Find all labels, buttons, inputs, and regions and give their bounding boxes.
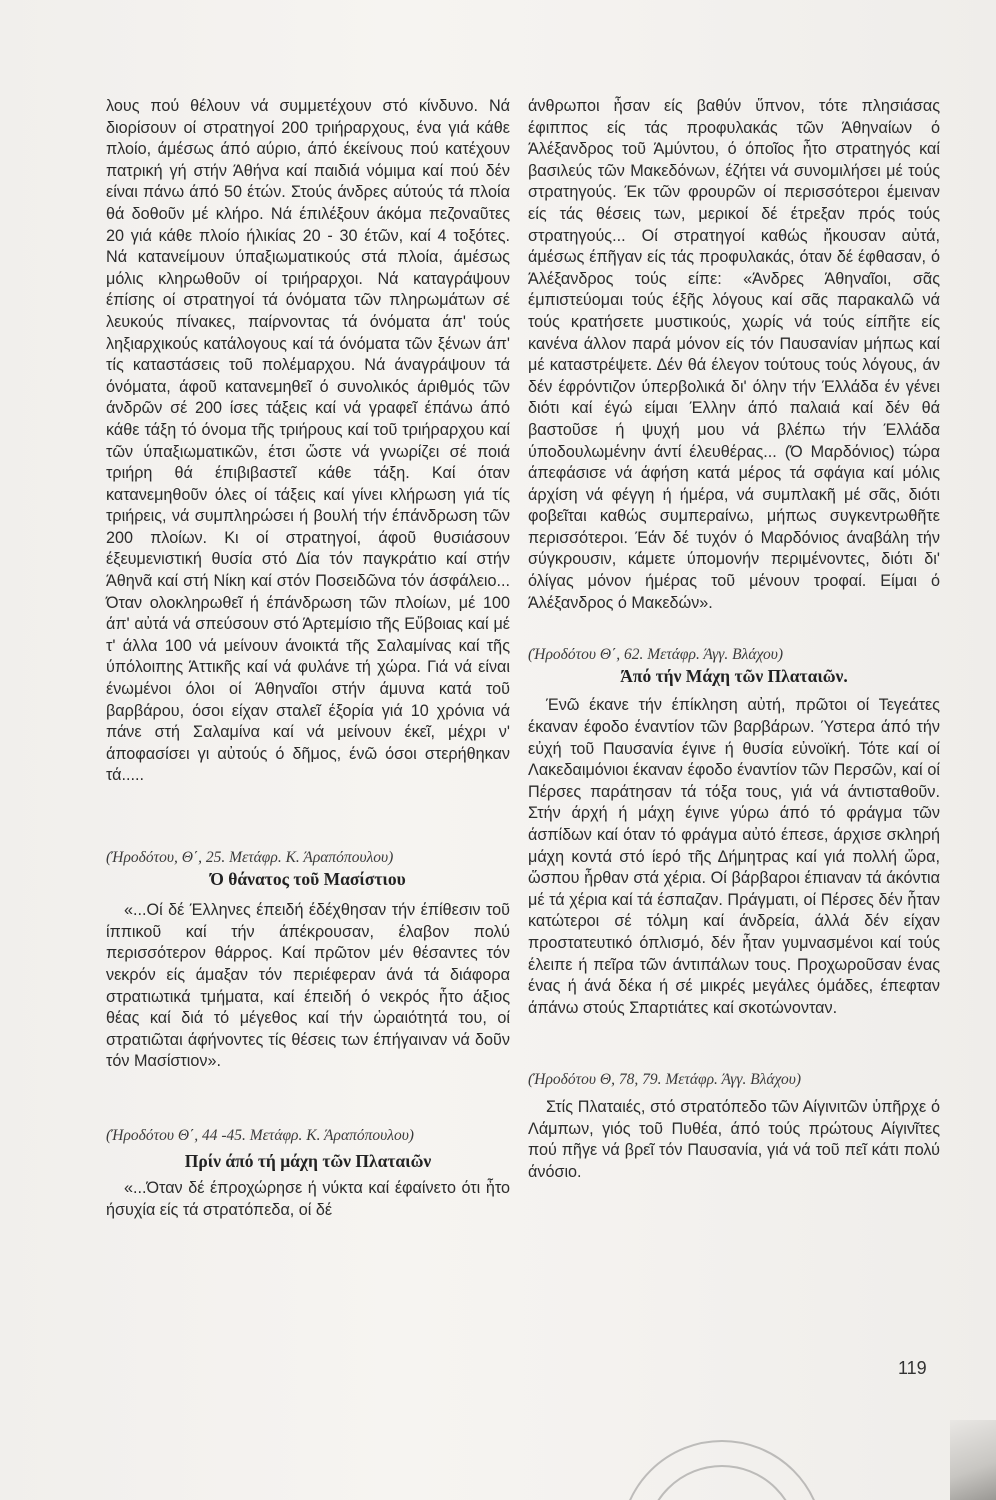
- left-heading-1: Ό θάνατος τοῦ Μασίστιου: [210, 868, 406, 889]
- left-citation-2: (Ήροδότου Θ΄, 44 -45. Μετάφρ. Κ. Άραπόπουλου): [106, 1126, 414, 1144]
- page-number: 119: [898, 1358, 927, 1378]
- right-paragraph-1: άνθρωποι ἦσαν είς βαθύν ὕπνον, τότε πλησιάσας έφιππος είς τάς προφυλακάς τῶν Άθηναίων ό Άλέξανδρος τοῦ Άμύντου, ό όποῖος ἦτο στρατηγός καί βασιλεύς τῶν Μακεδόνων, έζήτει νά συνομιλήσει μέ τούς στρατηγούς. Έκ τῶν φρουρῶν οί περισσότεροι έμειναν είς τάς θέσεις των, μερικοί δέ έτρεξαν πρός τούς στρατηγούς... Οί στρατηγοί καθώς ἤκουσαν αὐτά, άμέσως έπῆγαν είς τάς προφυλακάς, όταν δέ έφθασαν, ό Άλέξανδρος τούς είπε: «Άνδρες Άθηναῖοι, σᾶς έμπιστεύομαι τούς έξῆς λόγους καί σᾶς παρακαλῶ νά τούς κρατήσετε μυστικούς, χωρίς νά τούς είπῆτε είς κανένα άλλον παρά μόνον είς τόν Παυσανίαν μήπως καί μέ καταστρέψετε. Δέν θά έλεγον τούτους τούς λόγους, άν δέν έφρόντιζον ύπερβολικά δι' όλην τήν Έλλάδα έν γένει διότι καί έγώ είμαι Έλλην άπό παλαιά καί δέν θά βαστοῦσε ή ψυχή μου νά βλέπω τήν Έλλάδα ύποδουλωμένην άντί έλευθέρας... (Ό Μαρδόνιος) τώρα άπεφάσισε νά άφήση κατά μέρος τά σφάγια καί μόλις άρχίση νά φέγγη ή ήμέρα, νά συμπλακῆ μέ σᾶς, διότι φοβεῖται καθώς συμπεραίνω, μήπως συγκεντρωθῆτε περισσότεροι. Έάν δέ τυχόν ό Μαρδόνιος άναβάλη τήν σύγκρουσιν, κάμετε ύπομονήν περιμένοντες, διότι δι' όλίγας μόνον ήμέρας τοῦ μένουν τροφαί. Είμαι ό Άλέξανδρος ό Μακεδών».: [528, 97, 940, 612]
- right-paragraph-2: Ένῶ έκανε τήν έπίκληση αὐτή, πρῶτοι οί Τεγεάτες έκαναν έφοδο έναντίον τῶν βαρβάρων. Ύστερα άπό τήν εὐχή τοῦ Παυσανία έγινε ή θυσία εὐνοϊκή. Τότε καί οί Λακεδαιμόνιοι έκαναν έφοδο έναντίον τῶν Περσῶν, καί οί Πέρσες παράτησαν τά τόξα τους, γιά νά άντισταθοῦν. Στήν άρχή ή μάχη έγινε γύρω άπό τό φράγμα τῶν άσπίδων καί όταν τό φράγμα αὐτό έπεσε, άρχισε σκληρή μάχη κοντά στό ίερό τῆς Δήμητρας καί γιά πολλή ὥρα, ὥσπου ἦρθαν στά χέρια. Οί βάρβαροι έπιαναν τά άκόντια μέ τά χέρια καί τά έσπαζαν. Πράγματι, οί Πέρσες δέν ἦταν κατώτεροι σέ τόλμη καί άνδρεία, άλλά δέν είχαν προστατευτικό όπλισμό, δέν ἦταν γυμνασμένοι καί τούς έλειπε ή πεῖρα τῶν άντιπάλων τους. Προχωροῦσαν ένας ένας ή άνά δέκα ή σέ μικρές μεγάλες όμάδες, έπεφταν άπάνω στούς Σπαρτιάτες καί σκοτώνονταν.: [528, 696, 940, 1017]
- left-paragraph-2: «...Οί δέ Έλληνες έπειδή έδέχθησαν τήν έπίθεσιν τοῦ ίππικοῦ καί τήν άπέκρουσαν, έλαβον πολύ περισσότερον θάρρος. Καί πρῶτον μέν θέσαντες τόν νεκρόν είς άμαξαν τόν περιέφεραν άνά τά διάφορα στρατιωτικά τμήματα, καί έπειδή ό νεκρός ἦτο άξιος θέας καί διά τό μέγεθος καί τήν ὡραιότητά του, οί στρατιῶται άφήνοντες τίς θέσεις των έπήγαιναν νά δοῦν τόν Μασίστιον».: [106, 901, 510, 1071]
- left-column: [106, 96, 510, 1221]
- right-citation-2: (Ήροδότου Θ, 78, 79. Μετάφρ. Άγγ. Βλάχου): [528, 1071, 802, 1089]
- right-column: [528, 96, 940, 1183]
- right-citation-1: (Ήροδότου Θ΄, 62. Μετάφρ. Άγγ. Βλάχου): [528, 646, 783, 664]
- library-stamp-mark: [590, 1440, 850, 1500]
- left-citation-1: (Ήροδότου, Θ΄, 25. Μετάφρ. Κ. Άραπόπουλου): [106, 849, 394, 866]
- left-paragraph-3: «...Όταν δέ έπροχώρησε ή νύκτα καί έφαίνετο ότι ἦτο ήσυχία είς τά στρατόπεδα, οί δέ: [106, 1179, 510, 1219]
- left-paragraph-1: λους πού θέλουν νά συμμετέχουν στό κίνδυνο. Νά διορίσουν οί στρατηγοί 200 τριήραρχους, ένα γιά κάθε πλοίο, άμέσως άπό αύριο, άπό έκείνους πού κατέχουν πατρική γή στήν Άθήνα καί παιδιά νόμιμα καί πού δέν είναι πάνω άπό 50 έτών. Στούς άνδρες αύτούς τά πλοία θά δοθοῦν μέ κλήρο. Νά έπιλέξουν άκόμα πεζοναῦτες 20 γιά κάθε πλοίο ήλικίας 20 - 30 έτῶν, καί 4 τοξότες. Νά κατανείμουν ύπαξιωματικούς στά πλοία, άμέσως μόλις κληρωθοῦν οί τριήραρχοι. Νά καταγράψουν έπίσης οί στρατηγοί τά όνόματα τῶν πληρωμάτων σέ λευκούς πίνακες, παίρνοντας τά όνόματα άπ' τούς ληξιαρχικούς κατάλογους καί τά όνόματα τῶν ξένων άπ' τίς καταστάσεις τοῦ πολέμαρχου. Νά άναγράψουν τά όνόματα, άφοῦ κατανεμηθεῖ ό συνολικός άριθμός τῶν άνδρῶν σέ 200 ίσες τάξεις καί νά γραφεῖ έπάνω άπό κάθε τάξη τό όνομα τῆς τριήρους καί τοῦ τριήραρχου καί τῶν ύπαξιωματικῶν, έτσι ὥστε νά γνωρίζει σέ ποιά τριήρη θά έπιβιβαστεῖ κάθε τάξη. Καί όταν κατανεμηθοῦν όλες οί τάξεις καί γίνει κλήρωση γιά τίς τριήρεις, νά συμπληρώσει ή βουλή τήν έπάνδρωση τῶν 200 πλοίων. Κι οί στρατηγοί, άφοῦ θυσιάσουν έξευμενιστική θυσία στό Δία τόν παγκράτιο καί στήν Άθηνᾶ καί στή Νίκη καί στόν Ποσειδῶνα τόν άσφάλειο... Όταν ολοκληρωθεῖ ή έπάνδρωση τῶν πλοίων, μέ 100 άπ' αὐτά νά σπεύσουν στό Άρτεμίσιο τῆς Εὔβοιας καί μέ τ' άλλα 100 νά μείνουν άνοικτά τῆς Σαλαμίνας καί τῆς ύπόλοιπης Άττικῆς καί νά φυλάνε τή χώρα. Γιά νά είναι ένωμένοι όλοι οί Άθηναῖοι στήν άμυνα κατά τοῦ βαρβάρου, όσοι είχαν σταλεῖ έξορία γιά 10 χρόνια νά πάνε στή Σαλαμίνα καί νά μείνουν έκεῖ, μέχρι ν' άποφασίσει γι αὐτούς ό δῆμος, ένῶ όσοι στερήθηκαν τά.....: [106, 97, 510, 785]
- left-heading-2: Πρίν άπό τή μάχη τῶν Πλαταιῶν: [184, 1150, 432, 1171]
- right-paragraph-3: Στίς Πλαταιές, στό στρατόπεδο τῶν Αίγινιτῶν ὑπῆρχε ό Λάμπων, γιός τοῦ Πυθέα, άπό τούς πρώτους Αίγινῖτες πού πῆγε νά βρεῖ τόν Παυσανία, γιά νά τοῦ πεῖ κάτι πολύ άνόσιο.: [528, 1097, 940, 1181]
- page-corner-shadow: [950, 1420, 996, 1500]
- right-heading-1: Άπό τήν Μάχη τῶν Πλαταιῶν.: [620, 665, 848, 686]
